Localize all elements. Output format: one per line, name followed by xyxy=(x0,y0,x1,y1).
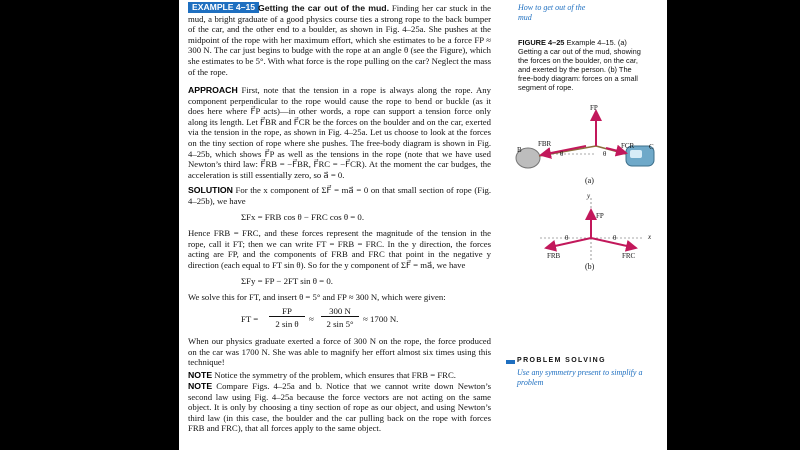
fig-b-fp-label: FP xyxy=(596,212,604,220)
eq3-num2: 300 N xyxy=(321,306,359,317)
fig-b-theta-right: θ xyxy=(613,234,617,242)
fig-a-c-label: C xyxy=(649,143,654,151)
car-window xyxy=(630,150,642,158)
fig-b-theta-left: θ xyxy=(565,234,569,242)
problem-solving-text: Use any symmetry present to simplify a problem xyxy=(517,368,643,387)
fig-b-y-label: y xyxy=(587,192,591,200)
fig-b-frb-label: FRB xyxy=(547,252,561,260)
note-1-label: NOTE xyxy=(188,370,213,380)
eq3-num1: FP xyxy=(269,306,305,317)
margin-note-mud: How to get out of the mud xyxy=(518,3,586,22)
fig-a-fp-label: FP xyxy=(590,104,598,112)
figure-a xyxy=(508,98,658,190)
fig-a-fcr-label: FCR xyxy=(621,142,635,150)
example-title: Getting the car out of the mud. xyxy=(258,3,389,13)
fig-b-frb-arrow xyxy=(546,238,591,248)
figure-caption xyxy=(518,38,646,92)
note-2-label: NOTE xyxy=(188,381,213,391)
solution-paragraph-4: When our physics graduate exerted a force of 300 N on the rope, the force produced on the car was 1700 N. She was able to magnify her effort almost six times using this technique! xyxy=(188,336,491,368)
eq3-result: ≈ 1700 N. xyxy=(363,314,399,324)
equation-sum-fy: ΣFy = FP − 2FT sin θ = 0. xyxy=(241,276,333,286)
eq3-lhs: FT = xyxy=(241,314,259,324)
note-2 xyxy=(188,381,491,434)
fig-a-b-label: B xyxy=(517,146,522,154)
figure-a-label: (a) xyxy=(585,176,594,185)
problem-solving-marker xyxy=(506,360,515,364)
figure-caption-text: (a) Getting a car out of the mud, showing the forces on the boulder, on the car, and exerted by the person. (b) The free-body diagram: forces on a small segment of rope. xyxy=(518,38,641,92)
example-problem-text: Finding her car stuck in the mud, a bright graduate of a good physics course ties a strong rope to the back bumper of the car, and the other end to a boulder, as shown in Fig. 4–25a. She pushes at the midpoint of the rope with her maximum effort, which she estimates to be a force FP ≈ 300 N. The car just begins to budge with the rope at an angle θ (see the Figure), which she estimates to be 5°. With what force is the rope pulling on the car? Neglect the mass of the rope. xyxy=(188,3,491,77)
solution-intro-text: For the x component of ΣF⃗ = ma⃗ = 0 on that small section of rope (Fig. 4–25b), we have xyxy=(188,185,491,206)
approach-label: APPROACH xyxy=(188,85,238,95)
note-1-text: Notice the symmetry of the problem, which ensures that FRB = FRC. xyxy=(214,370,456,380)
example-label: EXAMPLE 4–15 xyxy=(188,2,259,13)
fig-a-theta-right: θ xyxy=(603,150,607,158)
solution-paragraph-3: We solve this for FT, and insert θ = 5° and FP ≈ 300 N, which were given: xyxy=(188,292,446,302)
fig-b-x-label: x xyxy=(648,233,652,241)
approach-paragraph xyxy=(188,85,491,180)
solution-intro xyxy=(188,185,491,206)
eq3-approx: ≈ xyxy=(309,314,314,324)
example-problem xyxy=(188,3,491,77)
figure-b-label: (b) xyxy=(585,262,595,271)
problem-solving-heading: PROBLEM SOLVING xyxy=(517,357,606,364)
eq3-den1: 2 sin θ xyxy=(275,319,299,329)
eq3-den2: 2 sin 5° xyxy=(326,319,354,329)
fig-a-theta-left: θ xyxy=(560,150,564,158)
figure-label: FIGURE 4–25 xyxy=(518,38,565,47)
approach-text: First, note that the tension in a rope is always along the rope. Any component perpendicular to the rope would cause the rope to bend or buckle (as it does here where F⃗P acts)—in other words, a rope can support a tension force only along its length. Let F⃗BR and F⃗CR be the forces on the boulder and on the car, exerted via the tension in the rope, as shown in Fig. 4–25a. Let us choose to look at the forces on the tiny section of rope where she pushes. The free-body diagram is shown in Fig. 4–25b, which shows F⃗P as well as the tensions in the rope (note that we have used Newton’s third law: F⃗RB = −F⃗BR, F⃗RC = −F⃗CR). At the moment the car budges, the acceleration is still essentially zero, so a⃗ = 0. xyxy=(188,85,491,180)
textbook-page xyxy=(179,0,667,450)
note-1 xyxy=(188,370,491,381)
note-2-text: Compare Figs. 4–25a and b. Notice that we cannot write down Newton’s second law using Fig. 4–25a because the force vectors are not acting on the same object. It is only by choosing a tiny section of rope as our object, and using Newton’s third law (in this case, the boulder and the car pulling back on the rope with forces FRB and FRC), that all forces apply to the same object. xyxy=(188,381,491,434)
solution-paragraph-2: Hence FRB = FRC, and these forces represent the magnitude of the tension in the rope, call it FT; then we can write FT = FRB = FRC. In the y direction, the forces acting are FP, and the components of FRB and FRC that point in the negative y direction (each equal to FT sin θ). So for the y component of ΣF⃗ = ma⃗, we have xyxy=(188,228,491,270)
fig-b-frc-label: FRC xyxy=(622,252,636,260)
equation-sum-fx: ΣFx = FRB cos θ − FRC cos θ = 0. xyxy=(241,212,365,222)
figure-ref: Example 4–15. xyxy=(566,38,616,47)
fig-a-fbr-label: FBR xyxy=(538,140,552,148)
solution-label: SOLUTION xyxy=(188,185,233,195)
